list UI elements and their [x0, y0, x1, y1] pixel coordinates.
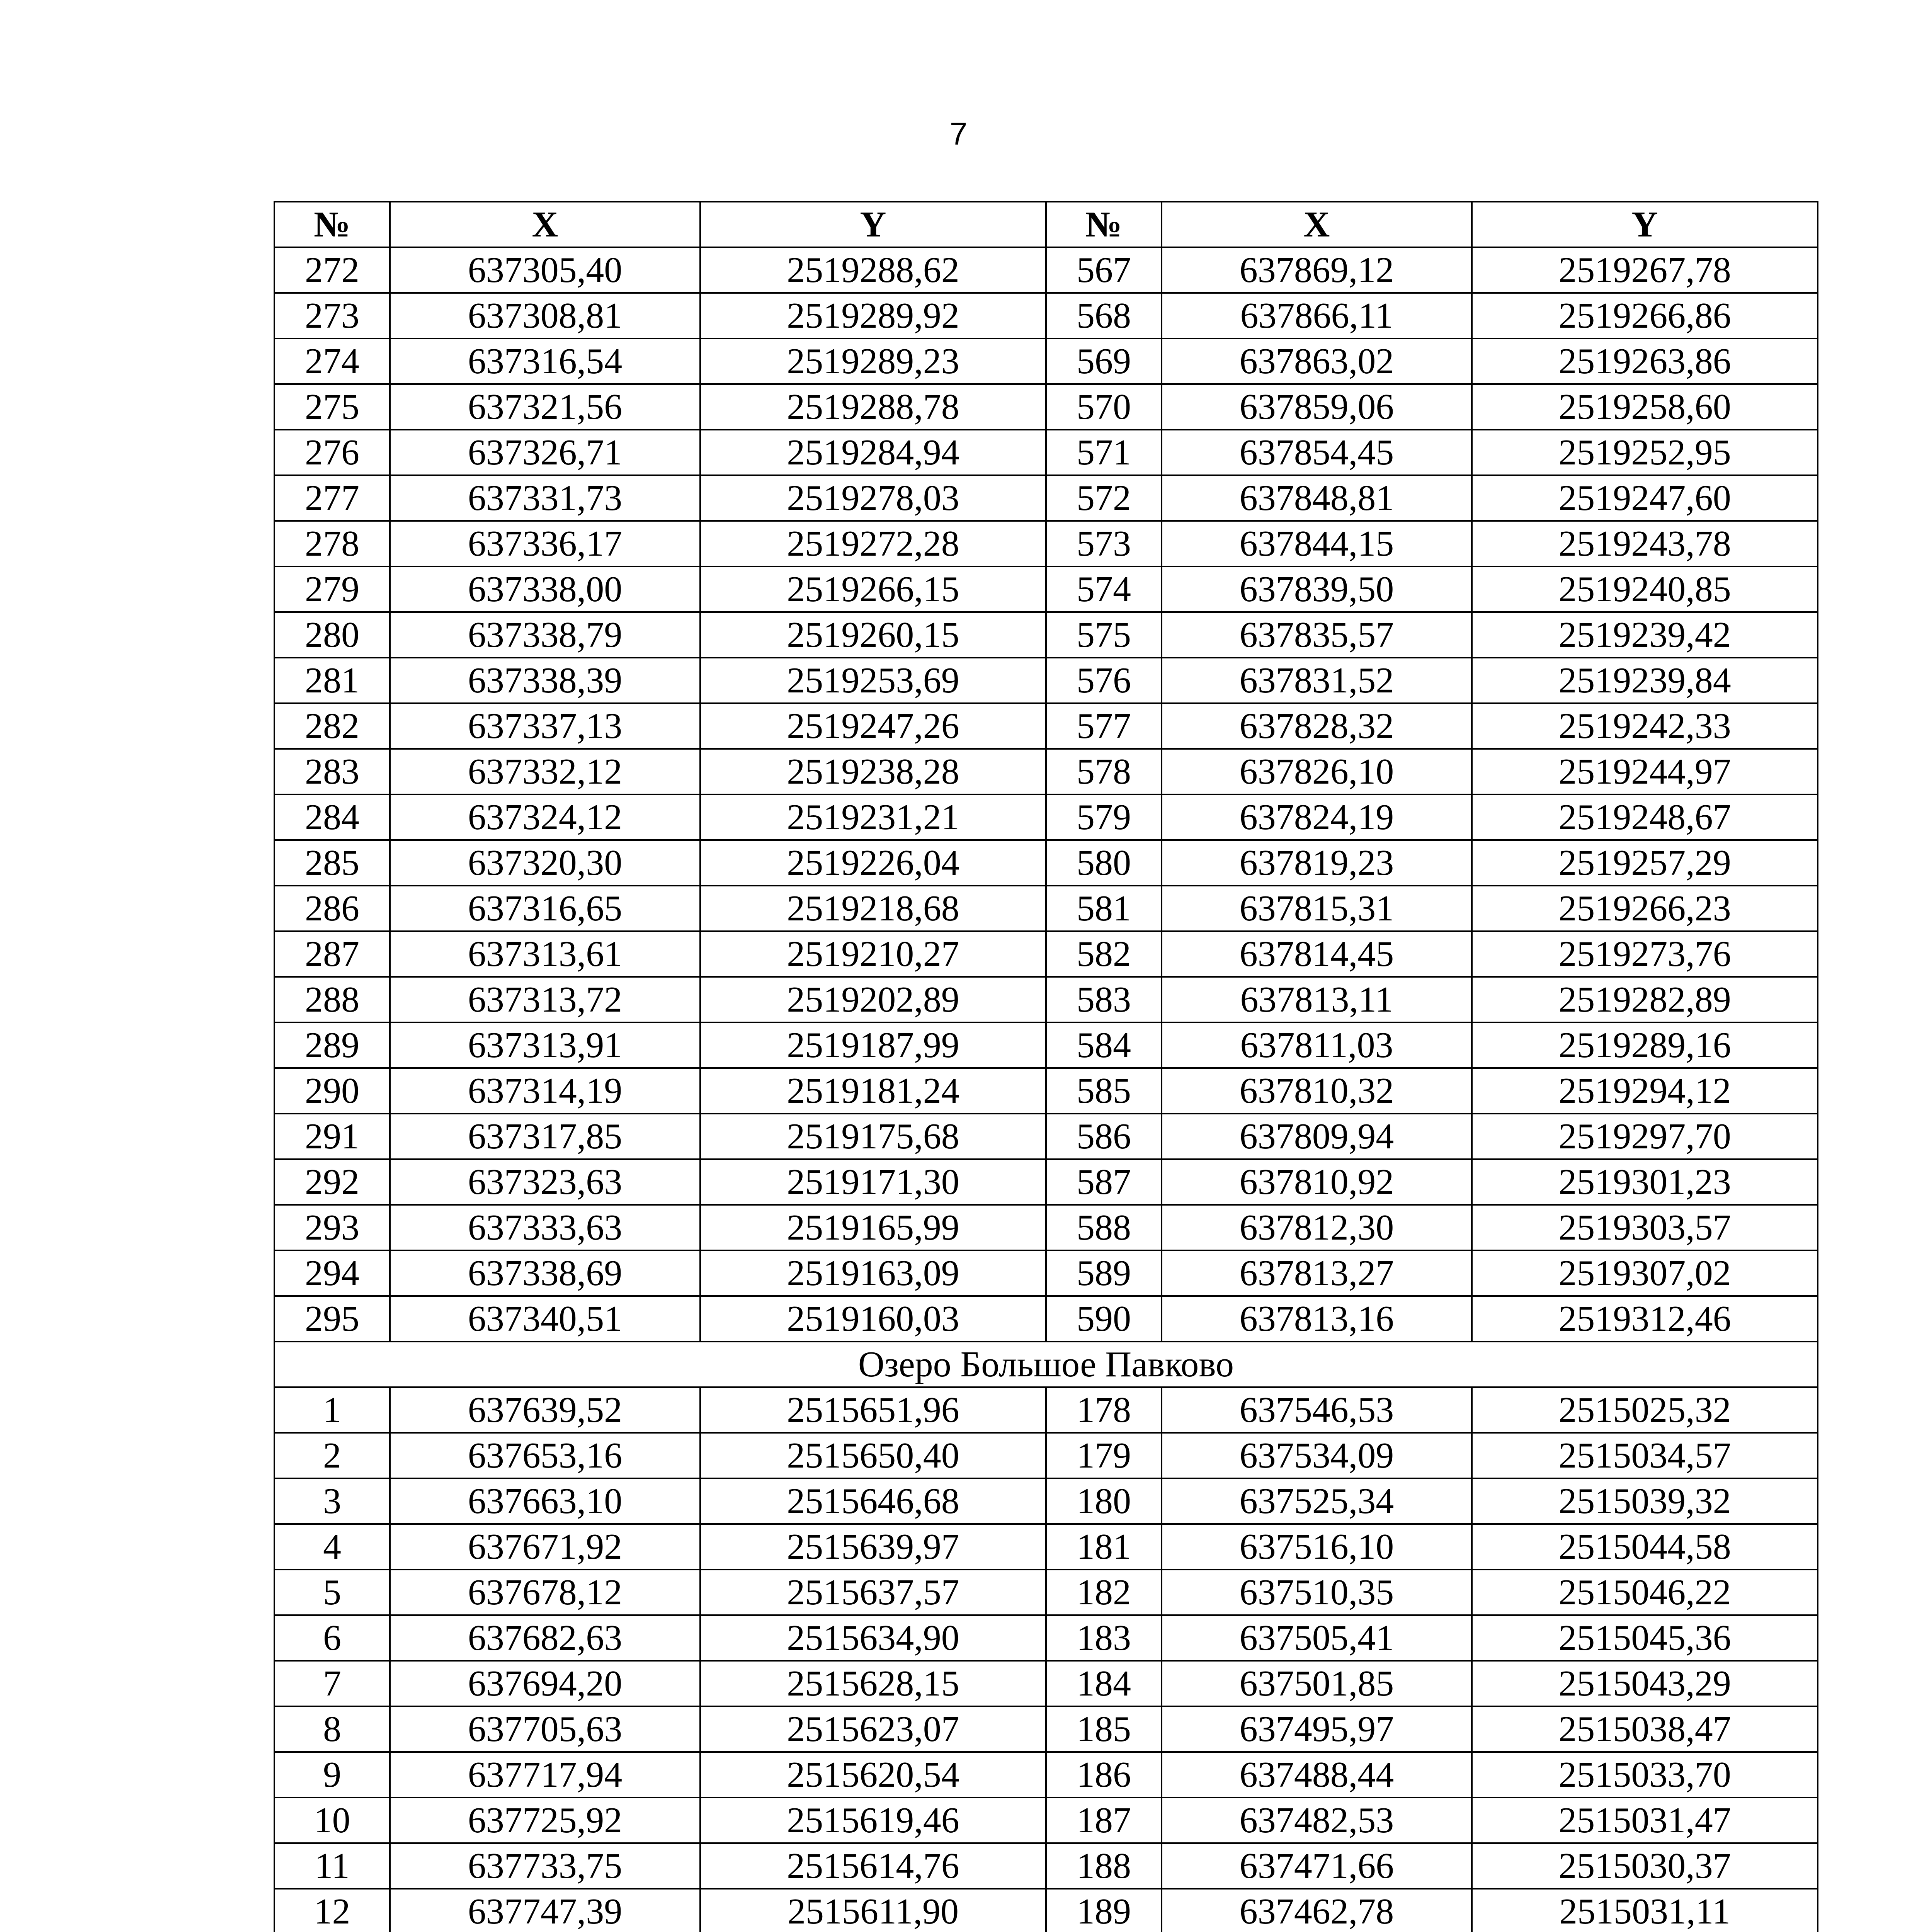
cell-number-left: 12	[274, 1889, 390, 1932]
table-row	[274, 384, 1818, 430]
cell-number-right: 571	[1046, 430, 1162, 475]
cell-x-left: 637678,12	[390, 1570, 700, 1615]
cell-y-right: 2519240,85	[1472, 566, 1818, 612]
table-header	[274, 202, 1818, 247]
cell-x-right: 637848,81	[1162, 475, 1472, 521]
cell-x-right: 637815,31	[1162, 886, 1472, 931]
cell-number-left: 277	[274, 475, 390, 521]
cell-y-right: 2515043,29	[1472, 1661, 1818, 1706]
cell-y-left: 2515650,40	[700, 1433, 1046, 1478]
cell-number-left: 278	[274, 521, 390, 566]
cell-x-left: 637314,19	[390, 1068, 700, 1114]
cell-x-left: 637338,79	[390, 612, 700, 658]
table-row	[274, 658, 1818, 703]
cell-x-left: 637331,73	[390, 475, 700, 521]
cell-y-right: 2519239,42	[1472, 612, 1818, 658]
cell-x-left: 637733,75	[390, 1843, 700, 1889]
cell-y-left: 2519218,68	[700, 886, 1046, 931]
block2-body	[274, 1387, 1818, 1932]
cell-y-left: 2515634,90	[700, 1615, 1046, 1661]
cell-y-right: 2519252,95	[1472, 430, 1818, 475]
table-row	[274, 794, 1818, 840]
cell-x-right: 637510,35	[1162, 1570, 1472, 1615]
cell-x-right: 637482,53	[1162, 1798, 1472, 1843]
cell-number-left: 2	[274, 1433, 390, 1478]
cell-y-left: 2515620,54	[700, 1752, 1046, 1798]
cell-x-right: 637488,44	[1162, 1752, 1472, 1798]
table-row	[274, 1752, 1818, 1798]
cell-y-left: 2519175,68	[700, 1114, 1046, 1159]
cell-x-left: 637313,91	[390, 1022, 700, 1068]
coordinates-table	[274, 201, 1818, 1932]
cell-x-right: 637810,32	[1162, 1068, 1472, 1114]
cell-y-left: 2515623,07	[700, 1706, 1046, 1752]
cell-y-right: 2519257,29	[1472, 840, 1818, 886]
cell-number-right: 587	[1046, 1159, 1162, 1205]
cell-number-left: 281	[274, 658, 390, 703]
table-row	[274, 840, 1818, 886]
cell-y-left: 2519231,21	[700, 794, 1046, 840]
table-row	[274, 1296, 1818, 1342]
cell-x-left: 637313,72	[390, 977, 700, 1022]
cell-x-right: 637828,32	[1162, 703, 1472, 749]
cell-number-left: 273	[274, 293, 390, 338]
cell-number-right: 585	[1046, 1068, 1162, 1114]
cell-y-left: 2519238,28	[700, 749, 1046, 794]
cell-x-left: 637316,54	[390, 338, 700, 384]
cell-y-left: 2519260,15	[700, 612, 1046, 658]
cell-x-left: 637340,51	[390, 1296, 700, 1342]
cell-number-right: 582	[1046, 931, 1162, 977]
cell-y-right: 2519266,23	[1472, 886, 1818, 931]
cell-y-left: 2519163,09	[700, 1250, 1046, 1296]
cell-x-right: 637814,45	[1162, 931, 1472, 977]
cell-x-right: 637819,23	[1162, 840, 1472, 886]
table-row	[274, 886, 1818, 931]
table-row	[274, 1706, 1818, 1752]
cell-x-right: 637824,19	[1162, 794, 1472, 840]
cell-x-left: 637338,69	[390, 1250, 700, 1296]
cell-x-right: 637810,92	[1162, 1159, 1472, 1205]
cell-number-left: 287	[274, 931, 390, 977]
cell-x-left: 637324,12	[390, 794, 700, 840]
cell-y-left: 2519247,26	[700, 703, 1046, 749]
cell-y-right: 2519263,86	[1472, 338, 1818, 384]
cell-x-right: 637869,12	[1162, 247, 1472, 293]
cell-x-right: 637863,02	[1162, 338, 1472, 384]
cell-x-right: 637505,41	[1162, 1615, 1472, 1661]
cell-x-left: 637338,00	[390, 566, 700, 612]
cell-y-right: 2515030,37	[1472, 1843, 1818, 1889]
cell-x-right: 637813,11	[1162, 977, 1472, 1022]
cell-x-left: 637317,85	[390, 1114, 700, 1159]
section-title: Озеро Большое Павково	[274, 1342, 1818, 1387]
cell-x-right: 637831,52	[1162, 658, 1472, 703]
cell-y-right: 2515044,58	[1472, 1524, 1818, 1570]
table-row	[274, 1205, 1818, 1250]
table-row	[274, 977, 1818, 1022]
header-row	[274, 202, 1818, 247]
cell-number-right: 179	[1046, 1433, 1162, 1478]
cell-x-right: 637471,66	[1162, 1843, 1472, 1889]
cell-y-right: 2519266,86	[1472, 293, 1818, 338]
table-row	[274, 1843, 1818, 1889]
table-row	[274, 1570, 1818, 1615]
table-row	[274, 1114, 1818, 1159]
table-row	[274, 1159, 1818, 1205]
cell-number-left: 284	[274, 794, 390, 840]
cell-y-left: 2515637,57	[700, 1570, 1046, 1615]
cell-number-right: 577	[1046, 703, 1162, 749]
table-row	[274, 931, 1818, 977]
cell-number-left: 10	[274, 1798, 390, 1843]
cell-x-left: 637717,94	[390, 1752, 700, 1798]
cell-number-left: 5	[274, 1570, 390, 1615]
cell-x-right: 637835,57	[1162, 612, 1472, 658]
table-row	[274, 1387, 1818, 1433]
table-row	[274, 430, 1818, 475]
table-row	[274, 1615, 1818, 1661]
cell-x-left: 637336,17	[390, 521, 700, 566]
page-number: 7	[949, 116, 968, 151]
header-x-left: X	[390, 202, 700, 247]
cell-number-right: 584	[1046, 1022, 1162, 1068]
table-row	[274, 749, 1818, 794]
cell-number-left: 283	[274, 749, 390, 794]
cell-number-right: 187	[1046, 1798, 1162, 1843]
cell-number-left: 280	[274, 612, 390, 658]
table-row	[274, 612, 1818, 658]
cell-x-left: 637326,71	[390, 430, 700, 475]
cell-number-right: 185	[1046, 1706, 1162, 1752]
cell-y-right: 2515045,36	[1472, 1615, 1818, 1661]
header-number-left: №	[274, 202, 390, 247]
table-row	[274, 1068, 1818, 1114]
cell-y-left: 2515628,15	[700, 1661, 1046, 1706]
cell-number-right: 588	[1046, 1205, 1162, 1250]
cell-x-left: 637639,52	[390, 1387, 700, 1433]
cell-number-left: 286	[274, 886, 390, 931]
cell-y-right: 2515034,57	[1472, 1433, 1818, 1478]
cell-y-left: 2519165,99	[700, 1205, 1046, 1250]
cell-number-left: 9	[274, 1752, 390, 1798]
cell-number-left: 279	[274, 566, 390, 612]
cell-x-left: 637747,39	[390, 1889, 700, 1932]
cell-x-right: 637811,03	[1162, 1022, 1472, 1068]
header-x-right: X	[1162, 202, 1472, 247]
cell-number-left: 294	[274, 1250, 390, 1296]
cell-x-left: 637671,92	[390, 1524, 700, 1570]
cell-number-right: 569	[1046, 338, 1162, 384]
cell-y-right: 2519312,46	[1472, 1296, 1818, 1342]
cell-number-right: 581	[1046, 886, 1162, 931]
cell-y-right: 2519258,60	[1472, 384, 1818, 430]
cell-x-left: 637308,81	[390, 293, 700, 338]
block1-body	[274, 247, 1818, 1342]
cell-y-left: 2515619,46	[700, 1798, 1046, 1843]
cell-y-right: 2519243,78	[1472, 521, 1818, 566]
cell-number-right: 567	[1046, 247, 1162, 293]
cell-x-left: 637694,20	[390, 1661, 700, 1706]
cell-number-left: 272	[274, 247, 390, 293]
cell-y-left: 2515651,96	[700, 1387, 1046, 1433]
cell-number-left: 7	[274, 1661, 390, 1706]
cell-y-left: 2519171,30	[700, 1159, 1046, 1205]
cell-number-right: 573	[1046, 521, 1162, 566]
cell-y-right: 2519247,60	[1472, 475, 1818, 521]
cell-number-left: 276	[274, 430, 390, 475]
cell-y-right: 2519239,84	[1472, 658, 1818, 703]
cell-y-right: 2519244,97	[1472, 749, 1818, 794]
cell-x-left: 637321,56	[390, 384, 700, 430]
table-row	[274, 338, 1818, 384]
table-row	[274, 1433, 1818, 1478]
cell-x-right: 637501,85	[1162, 1661, 1472, 1706]
header-y-left: Y	[700, 202, 1046, 247]
cell-number-right: 586	[1046, 1114, 1162, 1159]
cell-x-right: 637495,97	[1162, 1706, 1472, 1752]
cell-y-left: 2519187,99	[700, 1022, 1046, 1068]
cell-x-left: 637323,63	[390, 1159, 700, 1205]
cell-number-left: 291	[274, 1114, 390, 1159]
cell-x-right: 637534,09	[1162, 1433, 1472, 1478]
cell-x-right: 637859,06	[1162, 384, 1472, 430]
table-row	[274, 703, 1818, 749]
cell-number-left: 290	[274, 1068, 390, 1114]
cell-x-left: 637682,63	[390, 1615, 700, 1661]
cell-y-right: 2519282,89	[1472, 977, 1818, 1022]
cell-number-right: 574	[1046, 566, 1162, 612]
cell-number-left: 282	[274, 703, 390, 749]
header-y-right: Y	[1472, 202, 1818, 247]
table-row	[274, 293, 1818, 338]
table-row	[274, 521, 1818, 566]
cell-number-right: 575	[1046, 612, 1162, 658]
cell-number-left: 275	[274, 384, 390, 430]
table-row	[274, 1524, 1818, 1570]
cell-y-left: 2519288,78	[700, 384, 1046, 430]
cell-number-left: 1	[274, 1387, 390, 1433]
cell-y-right: 2519294,12	[1472, 1068, 1818, 1114]
cell-y-right: 2519267,78	[1472, 247, 1818, 293]
cell-number-left: 288	[274, 977, 390, 1022]
cell-y-left: 2519202,89	[700, 977, 1046, 1022]
cell-number-left: 3	[274, 1478, 390, 1524]
cell-number-left: 11	[274, 1843, 390, 1889]
cell-y-right: 2515031,11	[1472, 1889, 1818, 1932]
cell-number-right: 178	[1046, 1387, 1162, 1433]
cell-y-left: 2519288,62	[700, 247, 1046, 293]
cell-x-right: 637812,30	[1162, 1205, 1472, 1250]
cell-x-left: 637653,16	[390, 1433, 700, 1478]
cell-y-left: 2515611,90	[700, 1889, 1046, 1932]
cell-y-left: 2519226,04	[700, 840, 1046, 886]
cell-x-left: 637320,30	[390, 840, 700, 886]
cell-y-left: 2519181,24	[700, 1068, 1046, 1114]
table-row	[274, 475, 1818, 521]
cell-y-right: 2515038,47	[1472, 1706, 1818, 1752]
cell-y-left: 2519266,15	[700, 566, 1046, 612]
cell-number-right: 583	[1046, 977, 1162, 1022]
cell-x-right: 637813,16	[1162, 1296, 1472, 1342]
table-row	[274, 1022, 1818, 1068]
cell-x-left: 637305,40	[390, 247, 700, 293]
cell-number-right: 578	[1046, 749, 1162, 794]
cell-y-left: 2519289,92	[700, 293, 1046, 338]
cell-number-left: 285	[274, 840, 390, 886]
cell-x-left: 637663,10	[390, 1478, 700, 1524]
cell-y-right: 2515033,70	[1472, 1752, 1818, 1798]
table-row	[274, 1889, 1818, 1932]
cell-x-right: 637839,50	[1162, 566, 1472, 612]
cell-number-left: 4	[274, 1524, 390, 1570]
cell-number-right: 180	[1046, 1478, 1162, 1524]
cell-y-left: 2519278,03	[700, 475, 1046, 521]
cell-number-right: 188	[1046, 1843, 1162, 1889]
cell-y-left: 2519272,28	[700, 521, 1046, 566]
cell-number-right: 181	[1046, 1524, 1162, 1570]
cell-number-right: 590	[1046, 1296, 1162, 1342]
cell-number-right: 576	[1046, 658, 1162, 703]
cell-number-left: 292	[274, 1159, 390, 1205]
cell-y-left: 2515639,97	[700, 1524, 1046, 1570]
section-body	[274, 1342, 1818, 1387]
cell-x-right: 637854,45	[1162, 430, 1472, 475]
cell-x-left: 637333,63	[390, 1205, 700, 1250]
cell-number-right: 568	[1046, 293, 1162, 338]
cell-number-right: 184	[1046, 1661, 1162, 1706]
cell-y-right: 2519307,02	[1472, 1250, 1818, 1296]
cell-number-left: 293	[274, 1205, 390, 1250]
cell-x-right: 637826,10	[1162, 749, 1472, 794]
cell-y-left: 2515614,76	[700, 1843, 1046, 1889]
cell-y-right: 2515025,32	[1472, 1387, 1818, 1433]
cell-y-right: 2519289,16	[1472, 1022, 1818, 1068]
cell-x-left: 637332,12	[390, 749, 700, 794]
cell-y-right: 2515039,32	[1472, 1478, 1818, 1524]
cell-x-right: 637525,34	[1162, 1478, 1472, 1524]
cell-x-right: 637462,78	[1162, 1889, 1472, 1932]
table-row	[274, 1798, 1818, 1843]
cell-x-left: 637338,39	[390, 658, 700, 703]
cell-x-right: 637516,10	[1162, 1524, 1472, 1570]
cell-y-left: 2519160,03	[700, 1296, 1046, 1342]
section-row	[274, 1342, 1818, 1387]
cell-number-right: 570	[1046, 384, 1162, 430]
cell-number-right: 183	[1046, 1615, 1162, 1661]
cell-x-left: 637705,63	[390, 1706, 700, 1752]
cell-x-left: 637337,13	[390, 703, 700, 749]
cell-y-left: 2519284,94	[700, 430, 1046, 475]
cell-y-left: 2519253,69	[700, 658, 1046, 703]
cell-x-left: 637313,61	[390, 931, 700, 977]
cell-y-right: 2519301,23	[1472, 1159, 1818, 1205]
cell-y-right: 2519242,33	[1472, 703, 1818, 749]
table-row	[274, 1250, 1818, 1296]
cell-y-right: 2515031,47	[1472, 1798, 1818, 1843]
cell-number-left: 274	[274, 338, 390, 384]
cell-y-left: 2519210,27	[700, 931, 1046, 977]
cell-y-left: 2519289,23	[700, 338, 1046, 384]
cell-y-right: 2519297,70	[1472, 1114, 1818, 1159]
cell-number-right: 589	[1046, 1250, 1162, 1296]
cell-number-right: 579	[1046, 794, 1162, 840]
cell-x-right: 637546,53	[1162, 1387, 1472, 1433]
table-row	[274, 1661, 1818, 1706]
cell-number-left: 8	[274, 1706, 390, 1752]
cell-number-right: 580	[1046, 840, 1162, 886]
cell-x-right: 637844,15	[1162, 521, 1472, 566]
cell-number-right: 572	[1046, 475, 1162, 521]
table-row	[274, 1478, 1818, 1524]
cell-number-right: 186	[1046, 1752, 1162, 1798]
cell-number-left: 295	[274, 1296, 390, 1342]
cell-y-right: 2519273,76	[1472, 931, 1818, 977]
cell-x-left: 637316,65	[390, 886, 700, 931]
cell-number-right: 182	[1046, 1570, 1162, 1615]
table-row	[274, 247, 1818, 293]
cell-y-left: 2515646,68	[700, 1478, 1046, 1524]
cell-number-left: 6	[274, 1615, 390, 1661]
cell-x-right: 637866,11	[1162, 293, 1472, 338]
cell-x-right: 637813,27	[1162, 1250, 1472, 1296]
cell-y-right: 2519303,57	[1472, 1205, 1818, 1250]
cell-number-left: 289	[274, 1022, 390, 1068]
cell-y-right: 2519248,67	[1472, 794, 1818, 840]
cell-x-right: 637809,94	[1162, 1114, 1472, 1159]
cell-x-left: 637725,92	[390, 1798, 700, 1843]
cell-number-right: 189	[1046, 1889, 1162, 1932]
table-row	[274, 566, 1818, 612]
cell-y-right: 2515046,22	[1472, 1570, 1818, 1615]
header-number-right: №	[1046, 202, 1162, 247]
